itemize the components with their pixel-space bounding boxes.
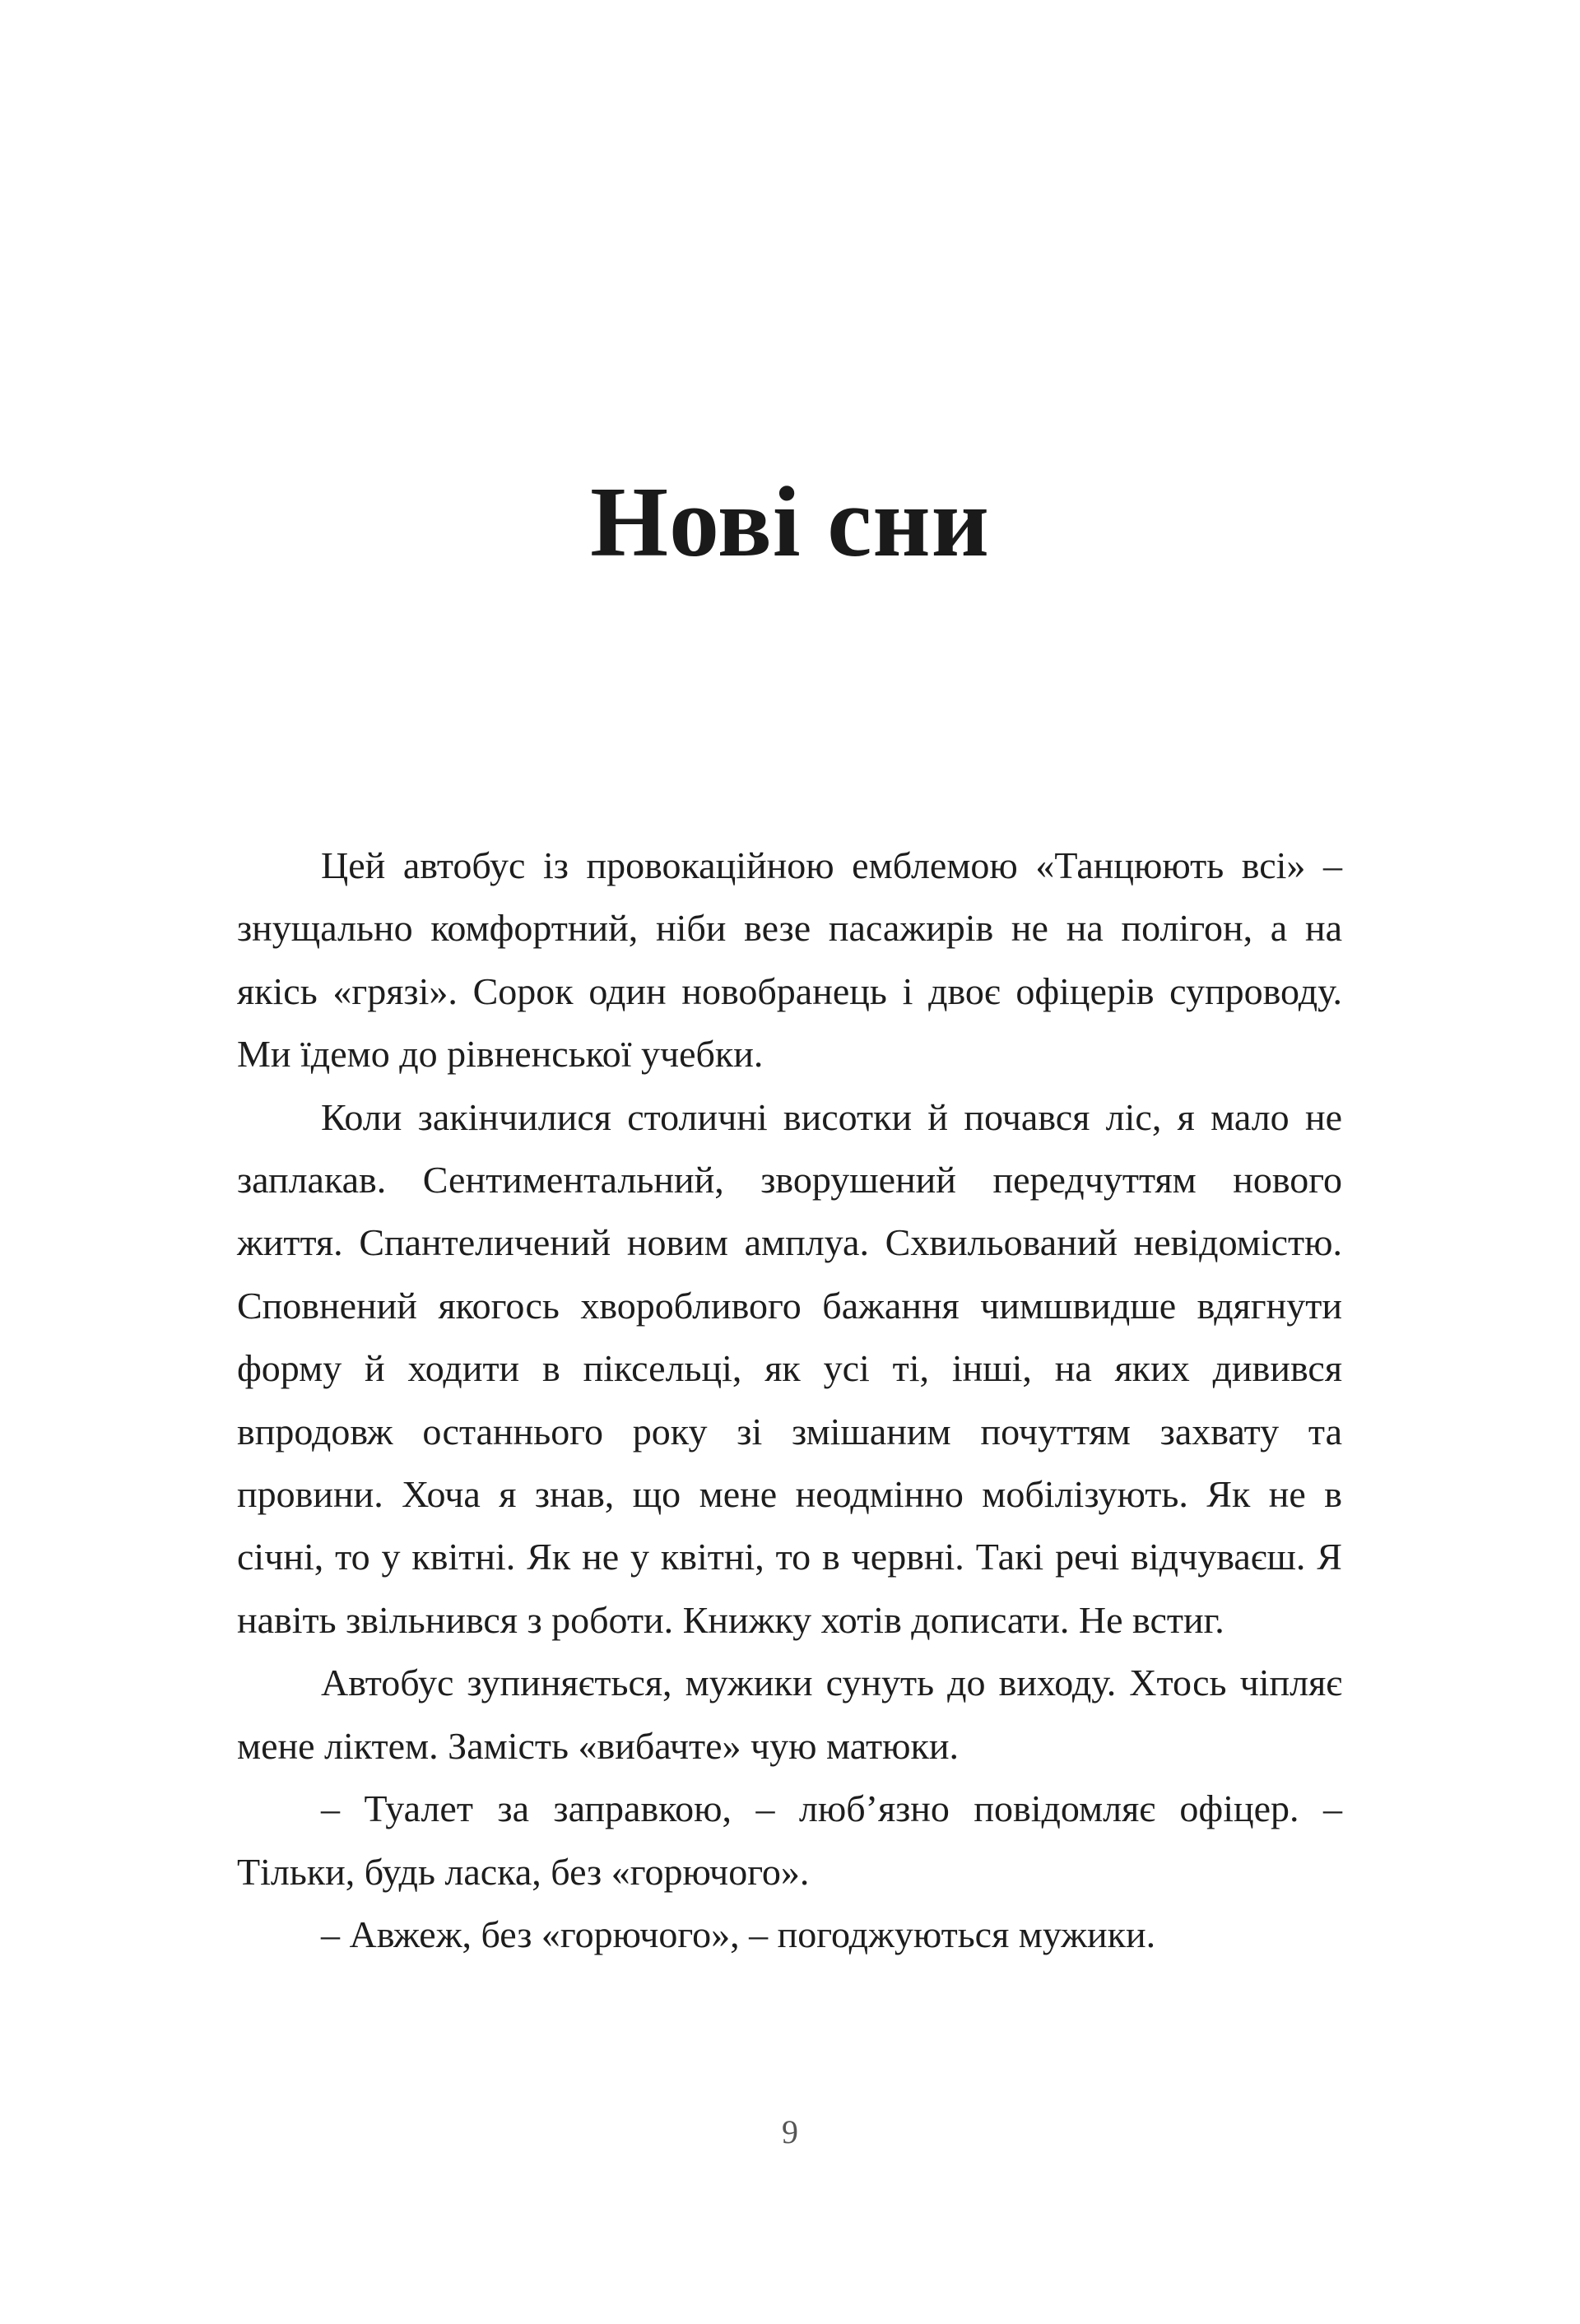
- paragraph: Цей автобус із провокаційною емблемою «Танцюють всі» – знущально комфортний, ніби везе пасажирів не на полігон, а на якісь «грязі». Сорок один новобранець і двоє офіцерів супроводу. Ми їдемо до рівненської учебки.: [237, 844, 1342, 1076]
- page-number: 9: [782, 2113, 798, 2150]
- chapter-body: [237, 834, 1342, 1966]
- paragraph: – Туалет за заправкою, – люб’язно повідомляє офіцер. – Тільки, будь ласка, без «горючого».: [237, 1787, 1342, 1893]
- paragraph: – Авжеж, без «горючого», – погоджуються мужики.: [321, 1913, 1156, 1955]
- chapter-title: Нові сни: [590, 467, 990, 578]
- paragraph: Автобус зупиняється, мужики сунуть до виходу. Хтось чіпляє мене ліктем. Замість «вибачте» чую матюки.: [237, 1662, 1342, 1767]
- paragraph: Коли закінчилися столичні висотки й почався ліс, я мало не заплакав. Сентиментальний, зворушений передчуттям нового життя. Спантеличений новим амплуа. Схвильований невідомістю. Сповнений якогось хворобливого бажання чимшвидше вдягнути форму й ходити в піксельці, як усі ті, інші, на яких дивився впродовж останнього року зі змішаним почуттям захвату та провини. Хоча я знав, що мене неодмінно мобілізують. Як не в січні, то у квітні. Як не у квітні, то в червні. Такі речі відчуваєш. Я навіть звільнився з роботи. Книжку хотів дописати. Не встиг.: [237, 1095, 1342, 1641]
